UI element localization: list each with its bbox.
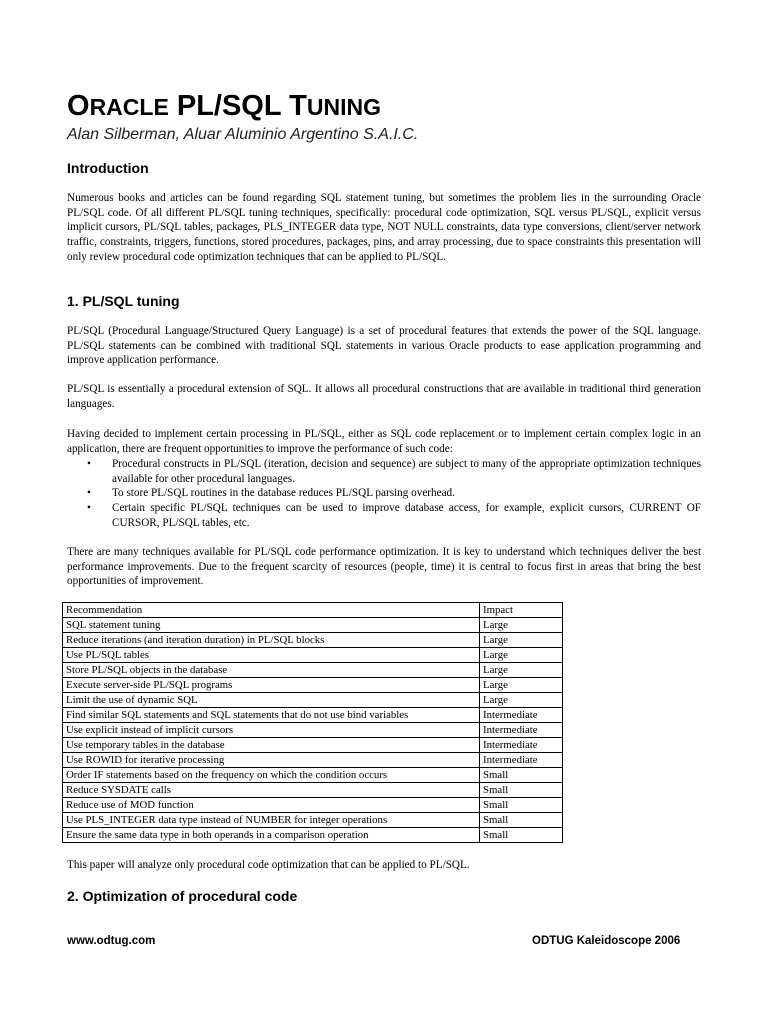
impact-cell: Large xyxy=(480,678,563,693)
bullet-icon: • xyxy=(87,487,91,500)
table-row xyxy=(63,768,563,783)
author-line: Alan Silberman, Aluar Aluminio Argentino S.A.I.C. xyxy=(67,126,419,143)
recommendation-cell: Use explicit instead of implicit cursors xyxy=(63,723,480,738)
recommendation-cell: Reduce SYSDATE calls xyxy=(63,783,480,798)
list-item: • Certain specific PL/SQL techniques can be used to improve database access, for example, explicit cursors, CURRENT OF CURSOR, PL/SQL tables, etc. xyxy=(87,502,701,529)
impact-cell: Intermediate xyxy=(480,753,563,768)
impact-cell: Small xyxy=(480,813,563,828)
recommendation-cell: Execute server-side PL/SQL programs xyxy=(63,678,480,693)
recommendation-cell: Order IF statements based on the frequency on which the condition occurs xyxy=(63,768,480,783)
table-row xyxy=(63,678,563,693)
recommendation-table xyxy=(62,602,563,843)
section1-paragraph-1: PL/SQL (Procedural Language/Structured Query Language) is a set of procedural features that extends the power of the SQL language. PL/SQL statements can be combined with traditional SQL statements in various Oracle products to ease application programming and improve application performance. xyxy=(67,325,701,367)
table-row xyxy=(63,813,563,828)
section1-paragraph-4: There are many techniques available for PL/SQL code performance optimization. It is key to understand which techniques deliver the best performance improvements. Due to the frequent scarcity of resources (people, time) it is central to focus first in areas that bring the best opportunities of improvement. xyxy=(67,546,701,588)
impact-cell: Intermediate xyxy=(480,738,563,753)
section1-heading: 1. PL/SQL tuning xyxy=(67,293,180,309)
table-row xyxy=(63,828,563,843)
bullet-icon: • xyxy=(87,458,91,470)
table-row xyxy=(63,633,563,648)
recommendation-cell: Ensure the same data type in both operands in a comparison operation xyxy=(63,828,480,843)
recommendation-cell: Use PLS_INTEGER data type instead of NUMBER for integer operations xyxy=(63,813,480,828)
intro-paragraph: Numerous books and articles can be found regarding SQL statement tuning, but sometimes the problem lies in the surrounding Oracle PL/SQL code. Of all different PL/SQL tuning techniques, specifically: procedural code optimization, SQL versus PL/SQL, explicit versus implicit cursors, PL/SQL tables, packages, PLS_INTEGER data type, NOT NULL constraints, data type conversions, client/server network traffic, constraints, triggers, functions, stored procedures, packages, pins, and array processing, due to space constraints this presentation will only review procedural code optimization techniques that can be applied to PL/SQL. xyxy=(67,192,701,263)
section2-heading: 2. Optimization of procedural code xyxy=(67,888,298,904)
impact-cell: Small xyxy=(480,783,563,798)
impact-cell: Large xyxy=(480,618,563,633)
recommendation-cell: Limit the use of dynamic SQL xyxy=(63,693,480,708)
list-item: • To store PL/SQL routines in the database reduces PL/SQL parsing overhead. xyxy=(87,487,455,500)
table-row xyxy=(63,648,563,663)
section1-paragraph-2: PL/SQL is essentially a procedural extension of SQL. It allows all procedural constructions that are available in traditional third generation languages. xyxy=(67,383,701,410)
impact-cell: Intermediate xyxy=(480,708,563,723)
document-title: ORACLE PL/SQL TUNING xyxy=(67,90,381,122)
impact-cell: Large xyxy=(480,633,563,648)
recommendation-cell: Use ROWID for iterative processing xyxy=(63,753,480,768)
impact-cell: Small xyxy=(480,768,563,783)
header-cell-recommendation: Recommendation xyxy=(63,603,480,618)
table-row xyxy=(63,723,563,738)
recommendation-cell: Use PL/SQL tables xyxy=(63,648,480,663)
table-header-row xyxy=(63,603,563,618)
recommendation-cell: Use temporary tables in the database xyxy=(63,738,480,753)
recommendation-cell: Reduce iterations (and iteration duration) in PL/SQL blocks xyxy=(63,633,480,648)
impact-cell: Small xyxy=(480,828,563,843)
recommendation-cell: Reduce use of MOD function xyxy=(63,798,480,813)
after-table-paragraph: This paper will analyze only procedural code optimization that can be applied to PL/SQL. xyxy=(67,859,470,871)
footer-event: ODTUG Kaleidoscope 2006 xyxy=(532,935,681,947)
table-row xyxy=(63,753,563,768)
table-row xyxy=(63,783,563,798)
recommendation-cell: Store PL/SQL objects in the database xyxy=(63,663,480,678)
impact-cell: Large xyxy=(480,663,563,678)
header-cell-impact: Impact xyxy=(480,603,563,618)
table-row xyxy=(63,798,563,813)
intro-heading: Introduction xyxy=(67,160,149,176)
table-row xyxy=(63,693,563,708)
bullet-icon: • xyxy=(87,502,91,515)
section1-paragraph-3: Having decided to implement certain processing in PL/SQL, either as SQL code replacement or to implement certain complex logic in an application, there are frequent opportunities to improve the performance of such code: xyxy=(67,428,701,455)
table-row xyxy=(63,618,563,633)
impact-cell: Large xyxy=(480,693,563,708)
recommendation-cell: Find similar SQL statements and SQL statements that do not use bind variables xyxy=(63,708,480,723)
impact-cell: Large xyxy=(480,648,563,663)
impact-cell: Small xyxy=(480,798,563,813)
recommendation-cell: SQL statement tuning xyxy=(63,618,480,633)
table-row xyxy=(63,738,563,753)
footer-url: www.odtug.com xyxy=(67,935,156,947)
table-row xyxy=(63,708,563,723)
bullet-list xyxy=(67,457,701,531)
list-item: • Procedural constructs in PL/SQL (iteration, decision and sequence) are subject to many of the appropriate optimization techniques available for other procedural languages. xyxy=(87,458,701,485)
impact-cell: Intermediate xyxy=(480,723,563,738)
table-row xyxy=(63,663,563,678)
